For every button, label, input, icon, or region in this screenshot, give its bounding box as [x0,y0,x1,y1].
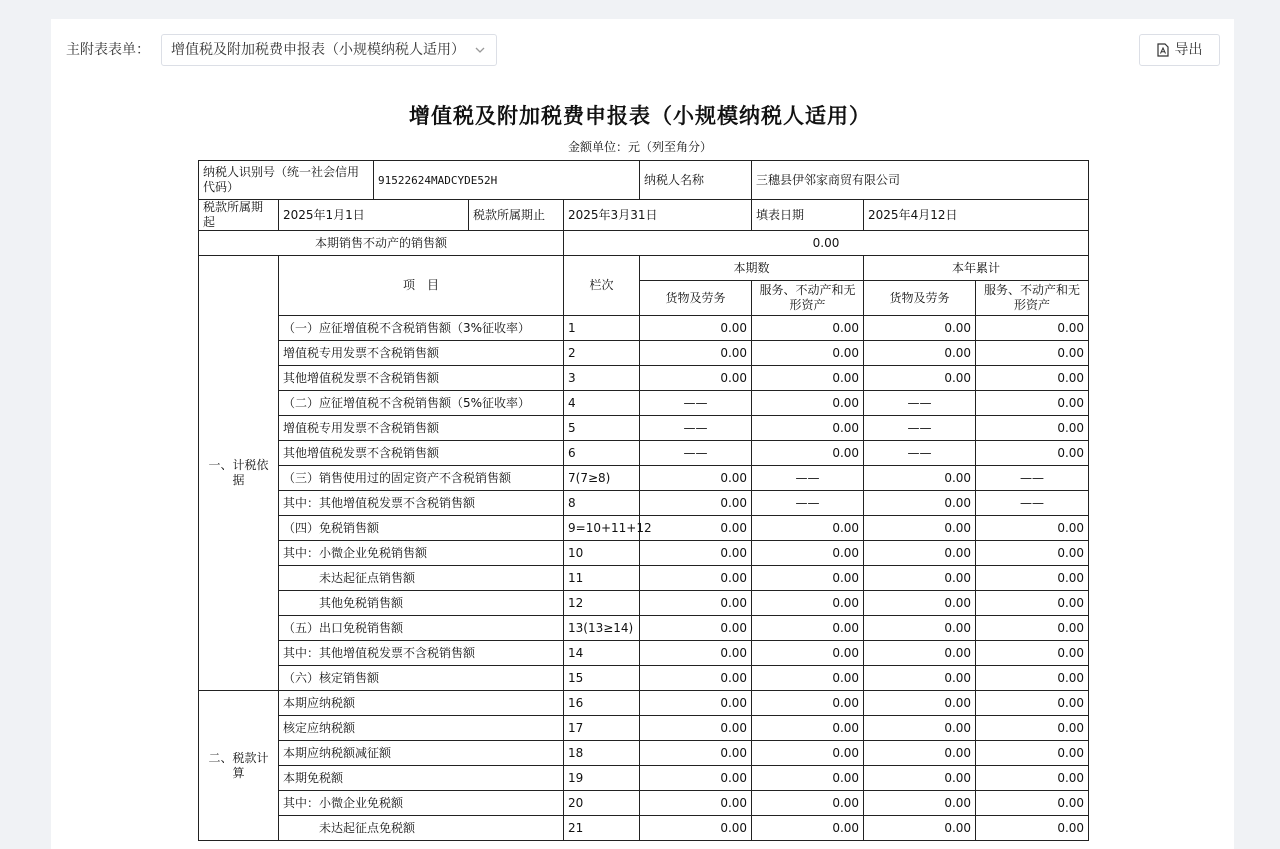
amount-unit: 金额单位：元（列至角分） [567,140,712,154]
table-row [199,466,1089,491]
row-item: 其中：小微企业免税销售额 [279,541,564,566]
table-row [199,716,1089,741]
row-amount-c3: 0.00 [864,491,976,516]
row-amount-c2: 0.00 [752,591,864,616]
row-item: 核定应纳税额 [279,716,564,741]
row-amount-c2: 0.00 [752,416,864,441]
form-select-value: 增值税及附加税费申报表（小规模纳税人适用） [171,42,465,58]
row-amount-c4: 0.00 [976,416,1089,441]
row-amount-c1: 0.00 [640,666,752,691]
row-amount-c3: —— [864,391,976,416]
row-amount-c1: 0.00 [640,566,752,591]
declaration-table [198,160,1089,841]
row-item: 其他增值税发票不含税销售额 [279,366,564,391]
row-amount-c1: —— [640,416,752,441]
row-amount-c1: 0.00 [640,791,752,816]
row-amount-c2: 0.00 [752,716,864,741]
row-item: （六）核定销售额 [279,666,564,691]
row-line-number: 4 [564,391,640,416]
table-row [199,691,1089,716]
export-label: 导出 [1174,42,1203,58]
table-row [199,366,1089,391]
row-line-number: 11 [564,566,640,591]
row-amount-c2: 0.00 [752,791,864,816]
row-amount-c4: 0.00 [976,766,1089,791]
row-amount-c2: 0.00 [752,766,864,791]
row-amount-c2: 0.00 [752,316,864,341]
row-amount-c2: 0.00 [752,391,864,416]
row-amount-c4: 0.00 [976,716,1089,741]
period-end-value: 2025年3月31日 [564,200,752,231]
row-amount-c3: 0.00 [864,541,976,566]
period-start-label: 税款所属期起 [199,200,279,231]
row-amount-c4: 0.00 [976,441,1089,466]
real-estate-sales-value: 0.00 [564,231,1089,256]
row-amount-c4: 0.00 [976,566,1089,591]
row-item: 本期免税额 [279,766,564,791]
section-2-label: 二、税款计算 [199,691,279,841]
row-amount-c2: 0.00 [752,541,864,566]
row-line-number: 7(7≥8) [564,466,640,491]
row-amount-c4: —— [976,466,1089,491]
form-select[interactable] [161,34,497,66]
row-item: 其中：其他增值税发票不含税销售额 [279,641,564,666]
row-amount-c3: —— [864,441,976,466]
taxpayer-name-label: 纳税人名称 [640,161,752,200]
row-amount-c3: 0.00 [864,666,976,691]
row-amount-c2: 0.00 [752,516,864,541]
row-amount-c2: 0.00 [752,566,864,591]
row-amount-c1: 0.00 [640,341,752,366]
row-amount-c1: 0.00 [640,366,752,391]
header-current-period: 本期数 [640,256,864,281]
row-line-number: 16 [564,691,640,716]
row-line-number: 5 [564,416,640,441]
taxpayer-name-value: 三穗县伊邻家商贸有限公司 [752,161,1089,200]
row-line-number: 2 [564,341,640,366]
row-amount-c1: 0.00 [640,691,752,716]
period-end-label: 税款所属期止 [469,200,564,231]
row-item: 未达起征点销售额 [279,566,564,591]
table-row [199,641,1089,666]
row-amount-c3: 0.00 [864,516,976,541]
row-amount-c1: 0.00 [640,466,752,491]
row-amount-c1: 0.00 [640,816,752,841]
table-row [199,516,1089,541]
row-amount-c2: 0.00 [752,641,864,666]
row-line-number: 8 [564,491,640,516]
row-item: （四）免税销售额 [279,516,564,541]
row-amount-c3: 0.00 [864,591,976,616]
export-button[interactable] [1139,34,1220,66]
table-row [199,791,1089,816]
row-line-number: 21 [564,816,640,841]
pdf-file-icon [1157,43,1169,57]
row-amount-c4: 0.00 [976,816,1089,841]
row-line-number: 10 [564,541,640,566]
row-item: 本期应纳税额 [279,691,564,716]
header-services: 服务、不动产和无形资产 [752,281,864,316]
table-row [199,741,1089,766]
row-amount-c2: 0.00 [752,616,864,641]
row-amount-c2: —— [752,466,864,491]
row-amount-c4: —— [976,491,1089,516]
row-amount-c4: 0.00 [976,641,1089,666]
row-amount-c2: —— [752,491,864,516]
row-amount-c4: 0.00 [976,391,1089,416]
row-item: （三）销售使用过的固定资产不含税销售额 [279,466,564,491]
row-amount-c3: 0.00 [864,741,976,766]
table-row [199,491,1089,516]
real-estate-sales-label: 本期销售不动产的销售额 [199,231,564,256]
row-amount-c4: 0.00 [976,366,1089,391]
row-amount-c1: 0.00 [640,616,752,641]
row-item: 其中：小微企业免税额 [279,791,564,816]
taxpayer-id-value: 91522624MADCYDE52H [374,161,640,200]
table-row [199,616,1089,641]
row-amount-c4: 0.00 [976,541,1089,566]
row-amount-c3: 0.00 [864,816,976,841]
table-row [199,666,1089,691]
row-amount-c1: 0.00 [640,316,752,341]
row-amount-c4: 0.00 [976,591,1089,616]
row-line-number: 19 [564,766,640,791]
row-item: （五）出口免税销售额 [279,616,564,641]
row-amount-c1: 0.00 [640,541,752,566]
row-amount-c4: 0.00 [976,691,1089,716]
row-amount-c3: —— [864,416,976,441]
row-amount-c3: 0.00 [864,716,976,741]
row-line-number: 9=10+11+12 [564,516,640,541]
row-amount-c4: 0.00 [976,666,1089,691]
chevron-down-icon [474,35,486,65]
row-amount-c1: 0.00 [640,741,752,766]
row-amount-c4: 0.00 [976,316,1089,341]
row-amount-c1: —— [640,441,752,466]
row-item: 其他增值税发票不含税销售额 [279,441,564,466]
row-amount-c2: 0.00 [752,666,864,691]
section-1-label: 一、计税依据 [199,256,279,691]
table-row [199,391,1089,416]
row-line-number: 17 [564,716,640,741]
row-amount-c3: 0.00 [864,641,976,666]
taxpayer-id-label: 纳税人识别号（统一社会信用代码） [199,161,374,200]
row-amount-c2: 0.00 [752,341,864,366]
table-row [199,566,1089,591]
fill-date-label: 填表日期 [752,200,864,231]
row-item: 未达起征点免税额 [279,816,564,841]
row-amount-c3: 0.00 [864,791,976,816]
table-row [199,591,1089,616]
row-amount-c3: 0.00 [864,616,976,641]
table-row [199,816,1089,841]
row-amount-c1: 0.00 [640,716,752,741]
row-item: 增值税专用发票不含税销售额 [279,341,564,366]
form-title: 增值税及附加税费申报表（小规模纳税人适用） [409,103,871,128]
table-row [199,766,1089,791]
row-line-number: 3 [564,366,640,391]
row-item: 其中：其他增值税发票不含税销售额 [279,491,564,516]
row-amount-c2: 0.00 [752,741,864,766]
row-line-number: 15 [564,666,640,691]
row-amount-c3: 0.00 [864,341,976,366]
table-row [199,341,1089,366]
table-row [199,541,1089,566]
header-year-to-date: 本年累计 [864,256,1089,281]
header-line: 栏次 [564,256,640,316]
row-line-number: 14 [564,641,640,666]
row-amount-c4: 0.00 [976,516,1089,541]
row-amount-c4: 0.00 [976,791,1089,816]
row-amount-c2: 0.00 [752,691,864,716]
row-amount-c3: 0.00 [864,766,976,791]
row-line-number: 20 [564,791,640,816]
row-amount-c4: 0.00 [976,616,1089,641]
row-amount-c1: 0.00 [640,591,752,616]
header-goods-ytd: 货物及劳务 [864,281,976,316]
row-amount-c1: 0.00 [640,516,752,541]
row-line-number: 13(13≥14) [564,616,640,641]
row-amount-c2: 0.00 [752,366,864,391]
table-row [199,316,1089,341]
form-list-label: 主附表表单： [66,42,150,58]
row-line-number: 12 [564,591,640,616]
row-item: （二）应征增值税不含税销售额（5%征收率） [279,391,564,416]
row-line-number: 6 [564,441,640,466]
row-line-number: 1 [564,316,640,341]
row-item: （一）应征增值税不含税销售额（3%征收率） [279,316,564,341]
header-item: 项 目 [279,256,564,316]
row-amount-c4: 0.00 [976,741,1089,766]
row-amount-c3: 0.00 [864,316,976,341]
header-services-ytd: 服务、不动产和无形资产 [976,281,1089,316]
header-goods: 货物及劳务 [640,281,752,316]
row-item: 本期应纳税额减征额 [279,741,564,766]
row-item: 增值税专用发票不含税销售额 [279,416,564,441]
row-item: 其他免税销售额 [279,591,564,616]
row-amount-c3: 0.00 [864,566,976,591]
row-amount-c3: 0.00 [864,366,976,391]
row-amount-c2: 0.00 [752,816,864,841]
row-amount-c3: 0.00 [864,691,976,716]
row-amount-c1: 0.00 [640,766,752,791]
row-line-number: 18 [564,741,640,766]
row-amount-c3: 0.00 [864,466,976,491]
row-amount-c1: 0.00 [640,491,752,516]
fill-date-value: 2025年4月12日 [864,200,1089,231]
row-amount-c4: 0.00 [976,341,1089,366]
period-start-value: 2025年1月1日 [279,200,469,231]
table-row [199,416,1089,441]
row-amount-c1: —— [640,391,752,416]
row-amount-c2: 0.00 [752,441,864,466]
table-row [199,441,1089,466]
row-amount-c1: 0.00 [640,641,752,666]
